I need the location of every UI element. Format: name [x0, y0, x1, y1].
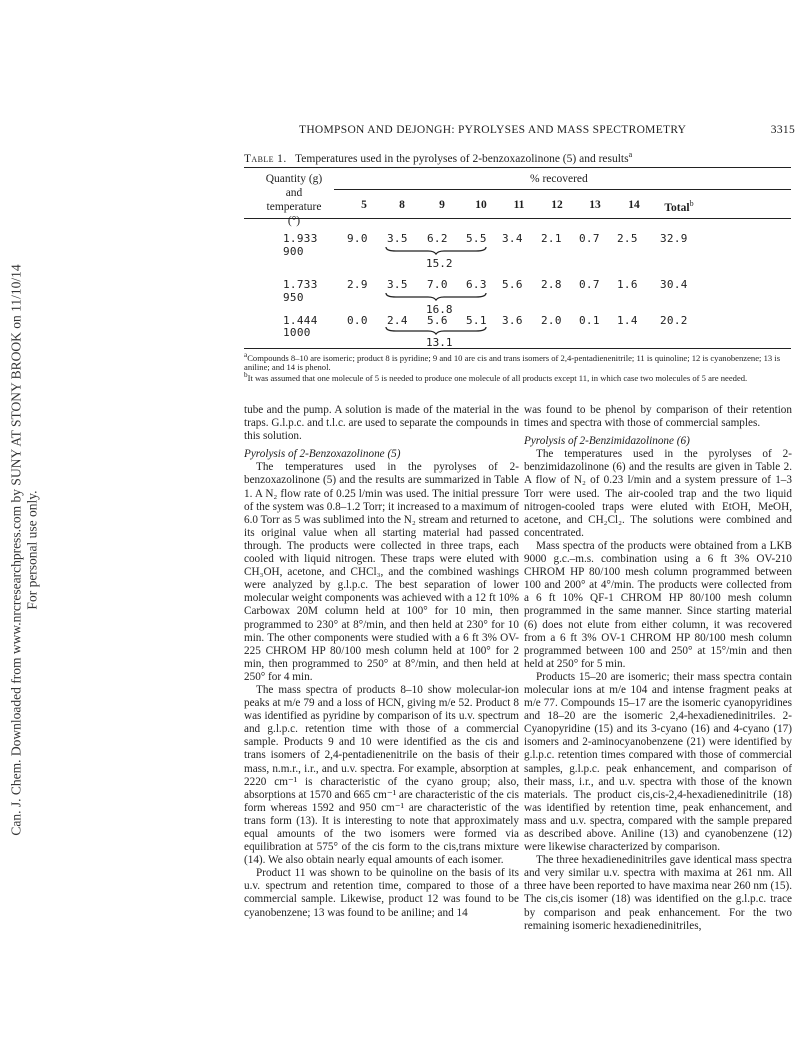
right-paragraph-3: Products 15–20 are isomeric; their mass spectra contain molecular ions at m/e 104 and intense fragment peaks at m/e 77. Compounds 15–17 are the isomeric cyanopyridines and 18–20 are the isomeric 2,4-hexadienedinitriles. 2-Cyanopyridine (15) and its 3-cyano (16) and 4-cyano (17) isomers and 2-aminocyanobenzene (21) were identified by g.l.p.c. retention times compared with those of commercial samples, g.l.p.c. peak enhancement, and comparison of their mass, i.r., and u.v. spectra with those of the known materials. The product cis,cis-2,4-hexadienedinitrile (18) was identified by retention time, peak enhancement, and mass and u.v. spectra, compared with the sample prepared as described above. Aniline (13) and cyanobenzene (12) were likewise characterized by comparison. [524, 670, 792, 854]
stub-head-line-3: (°) [287, 215, 301, 227]
row-2-value-8: 3.5 [387, 278, 408, 291]
left-paragraph-3: Product 11 was shown to be quinoline on the basis of its u.v. spectrum and retention time, compared to those of a commercial sample. Likewise, product 12 was found to be cyanobenzene; 13 was found to be aniline; and 14 [244, 867, 519, 919]
row-3-value-14: 1.4 [617, 314, 638, 327]
row-1-value-14: 2.5 [617, 232, 638, 245]
page-number: 3315 [770, 124, 795, 136]
column-header-11: 11 [513, 199, 525, 211]
table-top-rule [244, 167, 791, 168]
row-3-value-total: 20.2 [660, 314, 688, 327]
span-head-rule [334, 189, 791, 190]
section-heading-benzimidazolinone: Pyrolysis of 2-Benzimidazolinone (6) [524, 435, 690, 448]
row-1-sum-8-10: 15.2 [426, 257, 453, 270]
right-paragraph-1: The temperatures used in the pyrolyses of 2-benzimidazolinone (6) and the results are given in Table 2. A flow of N₂ of 0.23 l/min and a system pressure of 1–3 Torr were used. The air-cooled trap and the two liquid nitrogen-cooled traps were eluted with EtOH, MeOH, acetone, and CH₂Cl₂. The solutions were combined and concentrated. [524, 448, 792, 539]
left-paragraph-2: The mass spectra of products 8–10 show molecular-ion peaks at m/e 79 and a loss of HCN, giving m/e 52. Product 8 was identified as pyridine by comparison of its u.v. spectrum and g.l.p.c. retention time with those of a commercial sample. Products 9 and 10 were identified as the cis and trans isomers of 2,4-pentadienenitrile on the basis of their mass, n.m.r., i.r., and u.v. spectra. For example, absorption at 2220 cm⁻¹ is characteristic of the cyano group; also, absorptions at 1570 and 665 cm⁻¹ are characteristic of the cis form whereas 1592 and 950 cm⁻¹ are characteristic of the trans form (13). It is interesting to note that approximately equal amounts of the two isomers were formed via equilibration at 575° of the cis form to the cis,trans mixture (14). We also obtain nearly equal amounts of each isomer. [244, 683, 519, 867]
row-3-sum-brace [384, 325, 488, 335]
left-paragraph-1: The temperatures used in the pyrolyses of 2-benzoxazolinone (5) and the results are summarized in Table 1. A N₂ flow rate of 0.25 l/min was used. The initial pressure of the system was 0.8–1.2 Torr; it increased to a maximum of 6.0 Torr as 5 was sublimed into the N₂ stream and returned to its original value when all starting material had passed through. The products were collected in three traps, each cooled with liquid nitrogen. These traps were eluted with CH₃OH, acetone, and CHCl₃, and the combined washings were analyzed by g.l.p.c. The best separation of lower molecular weight components was achieved with a 12 ft 10% Carbowax 20M column held at 100° for 10 min, then programmed to 230° at 8°/min, and then held at 230° for 10 min. The other components were studied with a 6 ft 3% OV-225 CHROM HP 80/100 mesh column held at 100° for 2 min, then programmed to 250° at 8°/min, and then held at 250° for 4 min. [244, 461, 519, 683]
row-2-value-total: 30.4 [660, 278, 688, 291]
row-2-quantity: 1.733 [283, 278, 318, 291]
row-3-value-8: 2.4 [387, 314, 408, 327]
row-3-quantity: 1.444 [283, 314, 318, 327]
body-left-column [244, 404, 519, 920]
table-footnote-b [244, 371, 791, 383]
column-header-10: 10 [475, 199, 487, 211]
total-footnote-mark: b [689, 199, 694, 208]
row-1-value-8: 3.5 [387, 232, 408, 245]
running-title: THOMPSON AND DEJONGH: PYROLYSES AND MASS SPECTROMETRY [299, 124, 687, 136]
row-2-value-5: 2.9 [347, 278, 368, 291]
row-3-temperature: 1000 [283, 326, 311, 339]
row-3-sum-8-10: 13.1 [426, 336, 453, 349]
row-3-value-5: 0.0 [347, 314, 368, 327]
caption-footnote-mark: a [628, 150, 633, 159]
column-header-13: 13 [589, 199, 601, 211]
body-right-column [524, 404, 792, 933]
table-label: Table 1. [244, 152, 287, 165]
row-1-value-5: 9.0 [347, 232, 368, 245]
row-1-value-total: 32.9 [660, 232, 688, 245]
footnote-a-mark: a [244, 351, 248, 359]
row-3-value-11: 3.6 [502, 314, 523, 327]
row-2-value-9: 7.0 [427, 278, 448, 291]
row-2-value-12: 2.8 [541, 278, 562, 291]
row-1-value-10: 5.5 [466, 232, 487, 245]
column-header-14: 14 [628, 199, 640, 211]
watermark-line-1: Can. J. Chem. Downloaded from www.nrcresearchpress.com by SUNY AT STONY BROOK on 11/10/14 [9, 264, 24, 836]
table-caption-text: Temperatures used in the pyrolyses of 2-benzoxazolinone (5) and results [295, 152, 629, 165]
footnote-b-text: It was assumed that one molecule of 5 is needed to produce one molecule of all products except 11, in which case two molecules of 5 are needed. [247, 372, 748, 383]
row-3-value-12: 2.0 [541, 314, 562, 327]
recovered-span-head: % recovered [530, 173, 588, 185]
table-footnote-a [244, 351, 791, 373]
row-2-sum-brace [384, 291, 488, 301]
total-label: Total [664, 201, 690, 214]
table-caption [244, 150, 632, 165]
row-1-value-9: 6.2 [427, 232, 448, 245]
row-3-value-9: 5.6 [427, 314, 448, 327]
section-heading-benzoxazolinone: Pyrolysis of 2-Benzoxazolinone (5) [244, 448, 401, 461]
row-2-value-10: 6.3 [466, 278, 487, 291]
column-header-total [651, 199, 707, 214]
footnote-a-text: Compounds 8–10 are isomeric; product 8 is pyridine; 9 and 10 are cis and trans isomers of 2,4-pentadienenitrile; 11 is quinoline; 12 is cyanobenzene; 13 is aniline; and 14 is phenol. [244, 352, 781, 373]
column-header-12: 12 [551, 199, 563, 211]
row-2-value-11: 5.6 [502, 278, 523, 291]
download-watermark [8, 250, 42, 850]
row-1-sum-brace [384, 245, 488, 255]
row-1-value-11: 3.4 [502, 232, 523, 245]
column-header-9: 9 [439, 199, 445, 211]
row-2-value-14: 1.6 [617, 278, 638, 291]
left-paragraph-0: tube and the pump. A solution is made of the material in the traps. G.l.p.c. and t.l.c. are used to separate the compounds in this solution. [244, 404, 519, 443]
row-3-value-10: 5.1 [466, 314, 487, 327]
row-1-value-12: 2.1 [541, 232, 562, 245]
row-2-sum-8-10: 16.8 [426, 303, 453, 316]
column-header-5: 5 [361, 199, 367, 211]
stub-head-line-2: and temperature [266, 187, 322, 213]
row-1-temperature: 900 [283, 245, 304, 258]
right-paragraph-2: Mass spectra of the products were obtained from a LKB 9000 g.c.–m.s. combination using a 6 ft 3% OV-210 CHROM HP 80/100 mesh column programmed between 100 and 200° at 4°/min. The products were collected from a 6 ft 10% QF-1 CHROM HP 80/100 mesh column programmed in the same manner. Since starting material (6) does not elute from either column, it was recovered from a 6 ft 3% OV-1 CHROM HP 80/100 mesh column programmed between 100 and 250° at 15°/min and then held at 250° for 5 min. [524, 539, 792, 670]
watermark-line-2: For personal use only. [25, 490, 40, 610]
right-paragraph-4: The three hexadienedinitriles gave identical mass spectra and very similar u.v. spectra with maxima at 261 nm. All three have been reported to have maxima near 260 nm (15). The cis,cis isomer (18) was identified on the g.l.p.c. trace by comparison and peak enhancement. For the two remaining isomeric hexadienedinitriles, [524, 854, 792, 932]
table-bottom-rule [244, 348, 791, 349]
stub-head-line-1: Quantity (g) [265, 173, 323, 185]
stub-head [258, 172, 330, 228]
column-header-8: 8 [399, 199, 405, 211]
row-2-temperature: 950 [283, 291, 304, 304]
row-2-value-13: 0.7 [579, 278, 600, 291]
footnote-b-mark: b [244, 371, 248, 379]
running-header [235, 124, 795, 140]
right-paragraph-0: was found to be phenol by comparison of their retention times and spectra with those of commercial samples. [524, 404, 792, 430]
row-1-quantity: 1.933 [283, 232, 318, 245]
row-3-value-13: 0.1 [579, 314, 600, 327]
row-1-value-13: 0.7 [579, 232, 600, 245]
